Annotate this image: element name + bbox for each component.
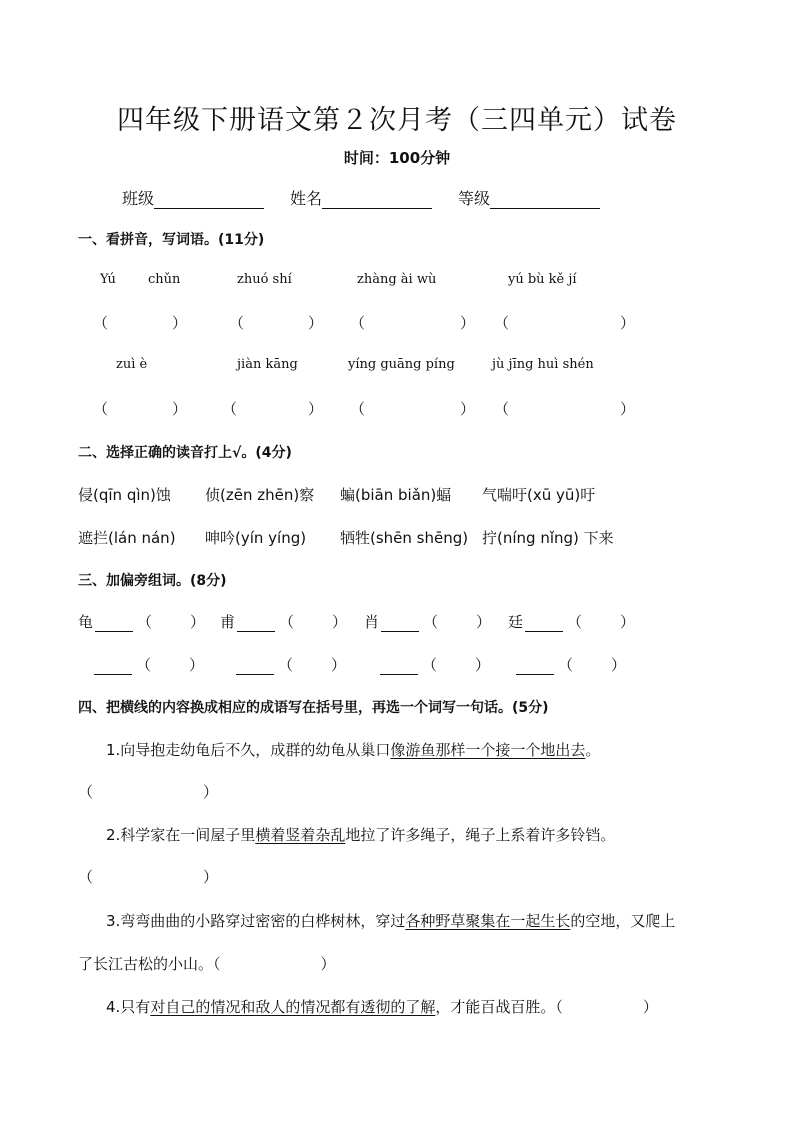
choice-item[interactable]: 呻吟(yín yíng) xyxy=(205,529,307,547)
word-blank[interactable] xyxy=(380,659,418,675)
pinyin-item: zhàng ài wù xyxy=(357,272,437,287)
answer-paren[interactable]: （ ） xyxy=(78,783,219,801)
choice-item[interactable]: 气喘吁(xū yū)吁 xyxy=(482,486,596,504)
name-blank[interactable] xyxy=(322,190,432,209)
answer-open-paren: （ xyxy=(229,314,245,332)
radical-item[interactable]: （ ） xyxy=(92,654,204,675)
choice-item[interactable]: 拧(níng nǐng) 下来 xyxy=(482,529,614,547)
section1-heading: 一、看拼音，写词语。(11分) xyxy=(78,232,265,248)
radical-item[interactable]: 甫 （ ） xyxy=(220,613,348,631)
answer-close-paren: ） xyxy=(620,400,636,418)
answer-close-paren: ） xyxy=(460,400,476,418)
answer-open-paren: （ xyxy=(350,314,366,332)
grade-blank[interactable] xyxy=(490,190,600,209)
word-blank[interactable] xyxy=(381,616,419,632)
question-3-continued[interactable]: 了长江古松的小山。（ ） xyxy=(78,955,336,973)
answer-open-paren: （ xyxy=(93,314,109,332)
answer-close-paren: ） xyxy=(460,314,476,332)
exam-time: 时间：100分钟 xyxy=(343,149,451,167)
radical-item[interactable]: （ ） xyxy=(234,654,346,675)
answer-open-paren: （ xyxy=(222,400,238,418)
answer-open-paren: （ xyxy=(93,400,109,418)
base-char: 龟 xyxy=(78,613,94,631)
pinyin-item: jiàn kāng xyxy=(237,357,298,372)
pinyin-item: Yú xyxy=(100,272,116,287)
word-blank[interactable] xyxy=(236,659,274,675)
radical-item[interactable]: 龟 （ ） xyxy=(78,613,206,631)
word-blank[interactable] xyxy=(94,659,132,675)
choice-item[interactable]: 侵(qīn qìn)蚀 xyxy=(78,486,171,504)
answer-paren[interactable]: （ ） xyxy=(78,868,219,886)
question-3: 3.弯弯曲曲的小路穿过密密的白桦树林，穿过各种野草聚集在一起生长的空地，又爬上 xyxy=(106,912,676,930)
underlined-phrase: 各种野草聚集在一起生长 xyxy=(405,912,571,930)
pinyin-item: zhuó shí xyxy=(237,272,292,287)
word-blank[interactable] xyxy=(95,616,133,632)
answer-open-paren: （ xyxy=(494,400,510,418)
section4-heading: 四、把横线的内容换成相应的成语写在括号里，再选一个词写一句话。(5分) xyxy=(78,700,549,716)
class-label: 班级 xyxy=(122,189,155,208)
word-blank[interactable] xyxy=(516,659,554,675)
choice-item[interactable]: 蝙(biān biǎn)蝠 xyxy=(340,486,452,504)
base-char: 廷 xyxy=(508,613,524,631)
underlined-phrase: 对自己的情况和敌人的情况都有透彻的了解 xyxy=(150,998,436,1016)
pinyin-item: zuì è xyxy=(116,357,148,372)
grade-label: 等级 xyxy=(458,189,491,208)
underlined-phrase: 横着竖着杂乱 xyxy=(255,826,346,844)
radical-item[interactable]: （ ） xyxy=(514,654,626,675)
class-blank[interactable] xyxy=(154,190,264,209)
choice-item[interactable]: 遮拦(lán nán) xyxy=(78,529,176,547)
choice-item[interactable]: 牺牲(shēn shēng) xyxy=(340,529,469,547)
pinyin-item: yíng guāng píng xyxy=(348,357,455,372)
answer-close-paren: ） xyxy=(308,314,324,332)
answer-open-paren: （ xyxy=(494,314,510,332)
underlined-phrase: 像游鱼那样一个接一个地出去 xyxy=(390,741,586,759)
section3-heading: 三、加偏旁组词。(8分) xyxy=(78,573,227,589)
pinyin-item: jù jīng huì shén xyxy=(492,357,594,372)
radical-item[interactable]: 肖 （ ） xyxy=(364,613,492,631)
question-4[interactable]: 4.只有对自己的情况和敌人的情况都有透彻的了解，才能百战百胜。（ ） xyxy=(106,998,658,1016)
answer-close-paren: ） xyxy=(308,400,324,418)
answer-close-paren: ） xyxy=(172,314,188,332)
name-field[interactable] xyxy=(290,186,432,209)
question-2: 2.科学家在一间屋子里横着竖着杂乱地拉了许多绳子，绳子上系着许多铃铛。 xyxy=(106,826,616,844)
pinyin-item: chǔn xyxy=(148,272,181,287)
base-char: 肖 xyxy=(364,613,380,631)
pinyin-item: yú bù kě jí xyxy=(508,272,577,287)
word-blank[interactable] xyxy=(237,616,275,632)
answer-open-paren: （ xyxy=(350,400,366,418)
answer-close-paren: ） xyxy=(172,400,188,418)
exam-title: 四年级下册语文第２次月考（三四单元）试卷 xyxy=(117,105,677,136)
name-label: 姓名 xyxy=(290,189,323,208)
section2-heading: 二、选择正确的读音打上√。(4分) xyxy=(78,445,292,461)
choice-item[interactable]: 侦(zēn zhēn)察 xyxy=(205,486,315,504)
radical-item[interactable]: 廷 （ ） xyxy=(508,613,636,631)
grade-field[interactable] xyxy=(458,186,600,209)
answer-close-paren: ） xyxy=(620,314,636,332)
word-blank[interactable] xyxy=(525,616,563,632)
class-field[interactable] xyxy=(122,186,264,209)
question-1: 1.向导抱走幼龟后不久，成群的幼龟从巢口像游鱼那样一个接一个地出去。 xyxy=(106,741,601,759)
base-char: 甫 xyxy=(220,613,236,631)
radical-item[interactable]: （ ） xyxy=(378,654,490,675)
